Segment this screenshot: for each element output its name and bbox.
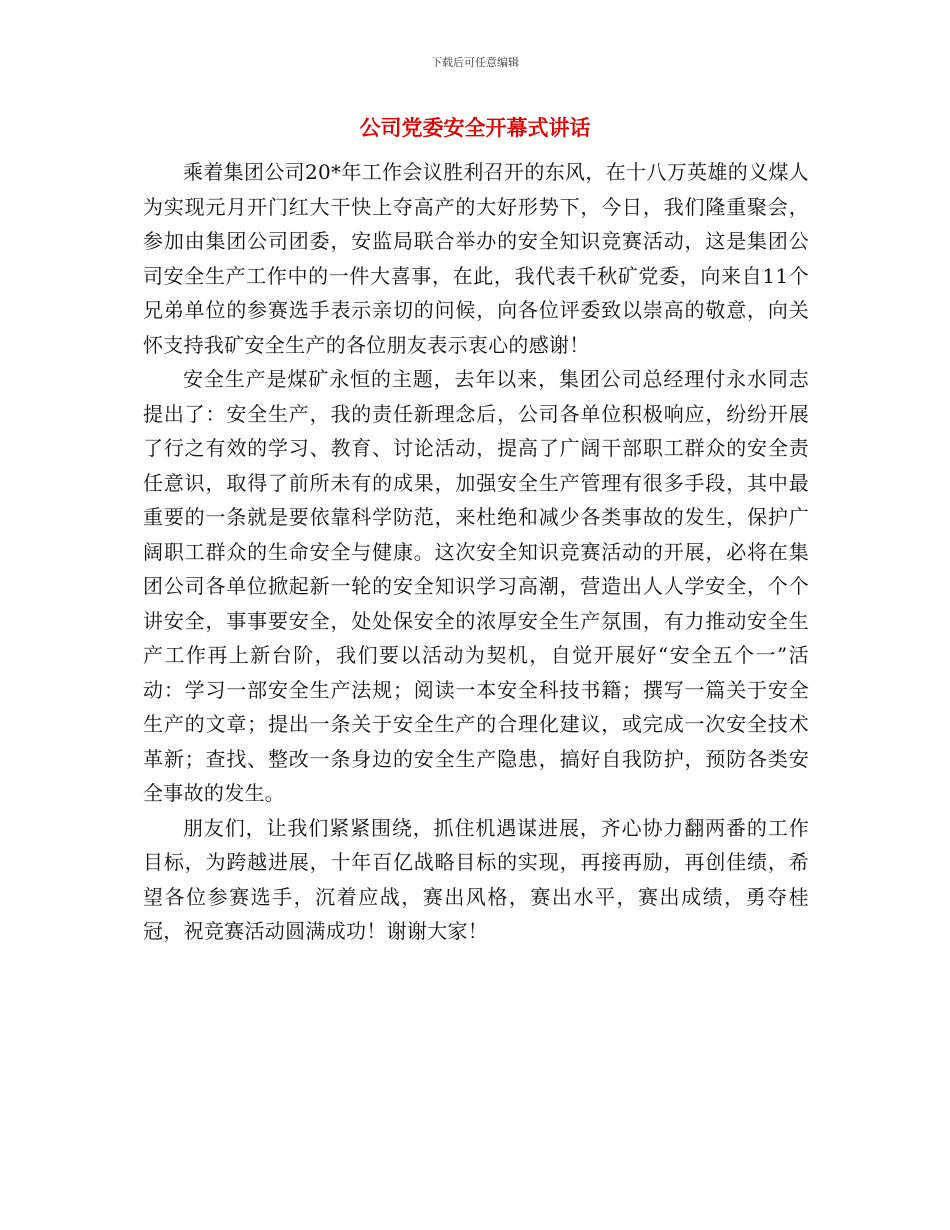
document-title: 公司党委安全开幕式讲话 <box>359 116 591 140</box>
paragraph-2: 安全生产是煤矿永恒的主题，去年以来，集团公司总经理付永水同志提出了：安全生产，我的责任新理念后，公司各单位积极响应，纷纷开展了行之有效的学习、教育、讨论活动，提高了广阔干部职工群众的安全责任意识，取得了前所未有的成果，加强安全生产管理有很多手段，其中最重要的一条就是要依靠科学防范，来杜绝和减少各类事故的发生，保护广阔职工群众的生命安全与健康。这次安全知识竞赛活动的开展，必将在集团公司各单位掀起新一轮的安全知识学习高潮，营造出人人学安全，个个讲安全，事事要安全，处处保安全的浓厚安全生产氛围，有力推动安全生产工作再上新台阶，我们要以活动为契机，自觉开展好“安全五个一”活动：学习一部安全生产法规；阅读一本安全科技书籍；撰写一篇关于安全生产的文章；提出一条关于安全生产的合理化建议，或完成一次安全技术革新；查找、整改一条身边的安全生产隐患，搞好自我防护，预防各类安全事故的发生。 <box>143 367 809 805</box>
paragraph-3: 朋友们，让我们紧紧围绕，抓住机遇谋进展，齐心协力翻两番的工作目标，为跨越进展，十年百亿战略目标的实现，再接再励，再创佳绩，希望各位参赛选手，沉着应战，赛出风格，赛出水平，赛出成绩，勇夺桂冠，祝竞赛活动圆满成功！谢谢大家！ <box>143 815 809 943</box>
document-body <box>143 155 809 949</box>
header-note: 下载后可任意编辑 <box>431 56 519 69</box>
paragraph-1: 乘着集团公司20*年工作会议胜利召开的东风，在十八万英雄的义煤人为实现元月开门红大干快上夺高产的大好形势下，今日，我们隆重聚会，参加由集团公司团委，安监局联合举办的安全知识竞赛活动，这是集团公司安全生产工作中的一件大喜事，在此，我代表千秋矿党委，向来自11个兄弟单位的参赛选手表示亲切的问候，向各位评委致以崇高的敬意，向关怀支持我矿安全生产的各位朋友表示衷心的感谢！ <box>143 160 809 357</box>
